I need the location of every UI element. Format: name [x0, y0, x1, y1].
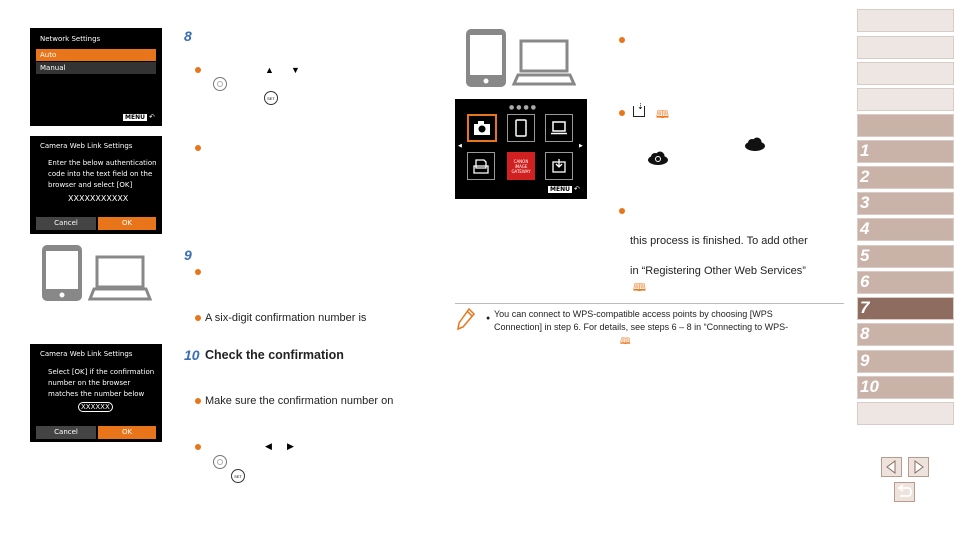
screen-title: Network Settings — [40, 35, 101, 43]
chapter-number-1: 1 — [860, 141, 870, 160]
bullet — [619, 208, 625, 214]
make-sure-text: Make sure the confirmation number on — [205, 395, 394, 407]
registering-text: in “Registering Other Web Services” — [630, 265, 806, 277]
func-set-button-icon: SET — [231, 469, 245, 483]
sidebar-chapter-4[interactable] — [857, 218, 954, 241]
left-arrow-icon: ◀ — [265, 441, 272, 451]
down-arrow-icon: ▼ — [291, 65, 300, 75]
camera-icon — [467, 114, 497, 142]
sidebar-tab[interactable] — [857, 9, 954, 32]
sidebar-tab[interactable] — [857, 402, 954, 425]
auth-code-screen: Camera Web Link Settings Enter the below authentication code into the text field on the browser and select [OK] XXXXXXXXXXX Cancel OK — [30, 136, 162, 234]
chapter-number-7: 7 — [860, 298, 870, 317]
chapter-number-8: 8 — [860, 324, 870, 343]
page-dots: ●●●● — [509, 104, 538, 111]
sidebar-chapter-9[interactable] — [857, 350, 954, 373]
chapter-number-3: 3 — [860, 193, 870, 212]
menu-back-indicator: MENU ↶ — [125, 113, 155, 121]
step-number: 8 — [184, 28, 192, 44]
next-page-button[interactable] — [908, 457, 929, 477]
confirmation-screen: Camera Web Link Settings Select [OK] if the confirmation number on the browser matches the number below XXXXXX Cancel OK — [30, 344, 162, 442]
note-divider — [455, 303, 844, 304]
book-reference-icon: 🕮 — [620, 336, 631, 346]
bullet — [195, 444, 201, 450]
ok-button: OK — [98, 426, 156, 439]
right-arrow-icon: ▶ — [579, 143, 583, 149]
smartphone-icon — [507, 114, 535, 142]
ok-button: OK — [98, 217, 156, 230]
previous-page-button[interactable] — [881, 457, 902, 477]
canon-image-gateway-tile: CANON iMAGE GATEWAY — [507, 152, 535, 180]
cloud-icon — [744, 137, 766, 156]
screen-title: Camera Web Link Settings — [40, 350, 133, 358]
right-arrow-icon: ▶ — [287, 441, 294, 451]
option-manual: Manual — [36, 62, 156, 74]
func-set-button-icon: SET — [264, 91, 278, 105]
bullet: ● — [486, 315, 491, 322]
up-arrow-icon: ▲ — [265, 65, 274, 75]
computer-icon — [545, 114, 573, 142]
control-dial-icon — [213, 455, 227, 469]
option-auto: Auto — [36, 49, 156, 61]
book-reference-icon: 🕮 — [656, 109, 669, 121]
confirmation-code: XXXXXX — [78, 402, 113, 412]
sidebar-chapter-7[interactable] — [857, 297, 954, 320]
bullet — [195, 145, 201, 151]
chapter-number-4: 4 — [860, 219, 870, 238]
sidebar-chapter-6[interactable] — [857, 271, 954, 294]
bullet — [195, 269, 201, 275]
sidebar-chapter-8[interactable] — [857, 323, 954, 346]
process-finished-text: this process is finished. To add other — [630, 235, 808, 247]
smartphone-computer-icon — [40, 243, 152, 303]
back-button[interactable] — [894, 482, 915, 502]
web-service-icon — [545, 152, 573, 180]
smartphone-computer-icon — [464, 27, 576, 89]
wifi-menu-screen — [455, 99, 587, 199]
book-reference-icon: 🕮 — [633, 282, 646, 294]
step-number: 10 — [184, 347, 200, 363]
bullet — [195, 315, 201, 321]
sidebar-tab[interactable] — [857, 114, 954, 137]
sidebar-chapter-1[interactable] — [857, 140, 954, 163]
screen-title: Camera Web Link Settings — [40, 142, 133, 150]
cloud-sync-icon — [647, 151, 669, 170]
note-line-1: You can connect to WPS-compatible access points by choosing [WPS — [494, 309, 773, 319]
printer-icon — [467, 152, 495, 180]
cancel-button: Cancel — [36, 217, 96, 230]
cancel-button: Cancel — [36, 426, 96, 439]
bullet — [619, 37, 625, 43]
sidebar-tab[interactable] — [857, 62, 954, 85]
chapter-number-2: 2 — [860, 167, 870, 186]
chapter-number-6: 6 — [860, 272, 870, 291]
step-title: Check the confirmation — [205, 348, 344, 362]
sidebar-chapter-5[interactable] — [857, 245, 954, 268]
sidebar-chapter-3[interactable] — [857, 192, 954, 215]
sidebar-tab[interactable] — [857, 88, 954, 111]
chapter-number-5: 5 — [860, 246, 870, 265]
sidebar-chapter-2[interactable] — [857, 166, 954, 189]
sidebar-tab[interactable] — [857, 36, 954, 59]
chapter-number-10: 10 — [860, 377, 879, 396]
pencil-note-icon — [456, 307, 476, 336]
bullet — [195, 67, 201, 73]
bullet — [619, 110, 625, 116]
left-arrow-icon: ◀ — [458, 143, 462, 149]
upload-icon: ⇣ — [633, 106, 645, 117]
note-line-2: Connection] in step 6. For details, see steps 6 – 8 in “Connecting to WPS- — [494, 322, 789, 332]
menu-back-indicator: MENU ↶ — [550, 185, 580, 193]
network-settings-screen — [30, 28, 162, 126]
chapter-number-9: 9 — [860, 351, 870, 370]
six-digit-text: A six-digit confirmation number is — [205, 312, 367, 324]
step-number: 9 — [184, 247, 192, 263]
bullet — [195, 398, 201, 404]
auth-code: XXXXXXXXXXX — [68, 194, 129, 203]
control-dial-icon — [213, 77, 227, 91]
